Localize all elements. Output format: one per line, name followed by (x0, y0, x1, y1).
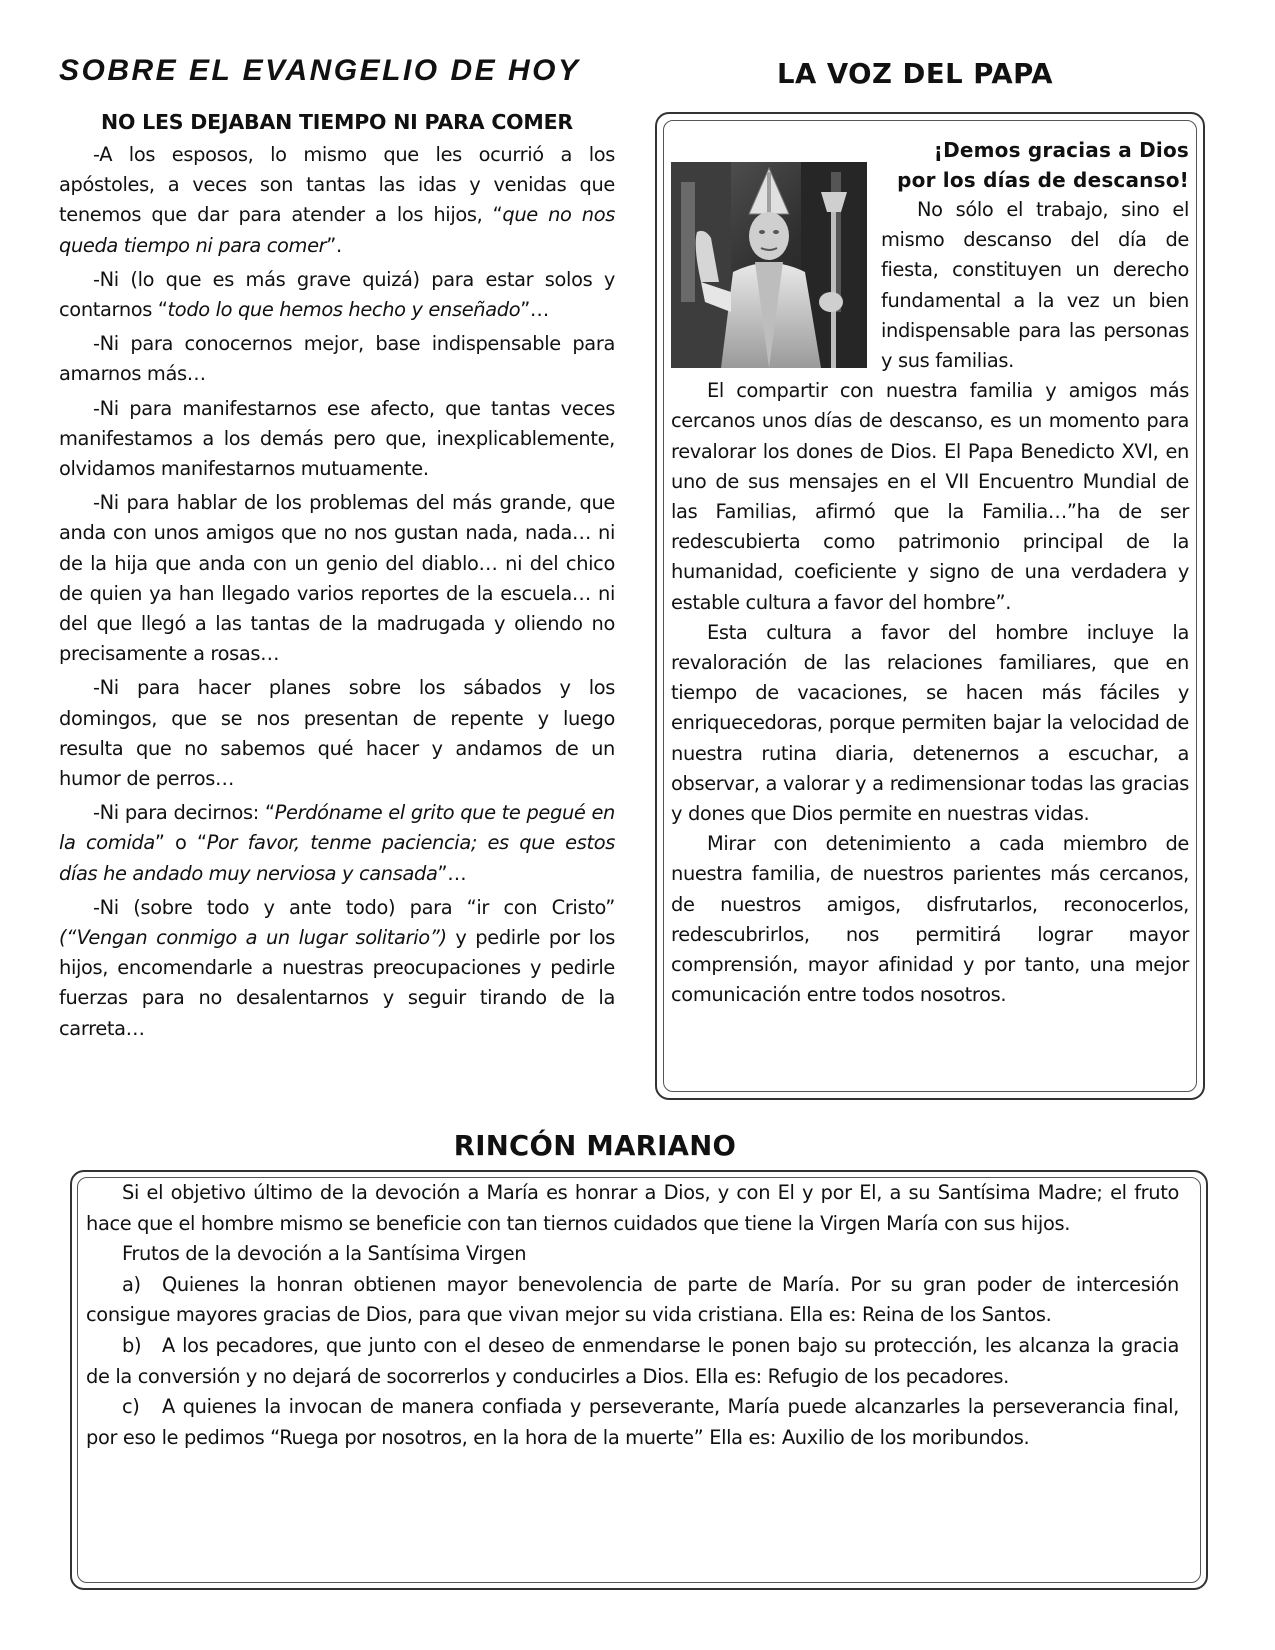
mariano-intro: Si el objetivo último de la devoción a María es honrar a Dios, y con El y por El, a su Santísima Madre; el fruto hace que el hombre mismo se beneficie con tan tiernos cuidados que tiene la Virgen María con sus hijos. (86, 1181, 1179, 1235)
papa-heading: LA VOZ DEL PAPA (776, 58, 1054, 90)
evangelio-paragraph: -Ni para manifestarnos ese afecto, que tantas veces manifestamos a los demás pero que, inexplicablemente, olvidamos manifestarnos mutuamente. (59, 396, 615, 481)
papa-paragraph: Mirar con detenimiento a cada miembro de nuestra familia, de nuestros parientes más cercanos, de nuestros amigos, disfrutarlos, reconocerlos, redescubrirlos, nos permitirá lograr mayor comprensión, mayor afinidad y por tanto, una mejor comunicación entre todos nosotros. (671, 832, 1189, 1007)
evangelio-section (59, 48, 615, 1048)
mariano-item-letter: b) (122, 1333, 142, 1357)
evangelio-paragraph: -A los esposos, lo mismo que les ocurrió a los apóstoles, a veces son tantas las idas y venidas que tenemos que dar para atender a los hijos, “que no nos queda tiempo ni para comer”. (59, 143, 616, 257)
papa-section (671, 135, 1189, 1010)
evangelio-title: SOBRE EL EVANGELIO DE HOY (59, 54, 581, 87)
pope-photo-image (671, 162, 867, 368)
mariano-item-text: Quienes la honran obtienen mayor benevolencia de parte de María. Por su gran poder de intercesión consigue mayores gracias de Dios, para que vivan mejor su vida cristiana. Ella es: Reina de los Santos. (86, 1272, 1179, 1327)
mariano-item-text: A los pecadores, que junto con el deseo de enmendarse le ponen bajo su protección, les alcanza la gracia de la conversión y no dejará de socorrerlos y conducirles a Dios. Ella es: Refugio de los pecadores. (86, 1333, 1179, 1388)
evangelio-body (59, 140, 615, 1044)
mariano-heading: RINCÓN MARIANO (453, 1130, 737, 1162)
evangelio-paragraph: -Ni para hacer planes sobre los sábados y los domingos, que se nos presentan de repente y luego resulta que no sabemos qué hacer y andamos de un humor de perros… (59, 676, 615, 791)
mariano-item-letter: c) (122, 1395, 140, 1419)
pope-photo (671, 162, 867, 368)
evangelio-paragraph: -Ni (sobre todo y ante todo) para “ir con Cristo” (“Vengan conmigo a un lugar solitario”) y pedirle por los hijos, encomendarle a nuestras preocupaciones y pedirle fuerzas para no desalentarnos y seguir tirando de la carreta… (59, 895, 615, 1040)
papa-paragraph: No sólo el trabajo, sino el mismo descanso del día de fiesta, constituyen un derecho fundamental a la vez un bien indispensable para las personas y sus familias. (881, 198, 1189, 373)
papa-title-line2: por los días de descanso! (897, 168, 1189, 192)
evangelio-paragraph: -Ni para hablar de los problemas del más grande, que anda con unos amigos que no nos gustan nada, nada… ni de la hija que anda con un genio del diablo… ni del chico de quien ya han llegado varios reportes de la escuela… ni del que llegó a las tantas de la madrugada y oliendo no precisamente a rosas… (59, 491, 615, 666)
mariano-subheading: Frutos de la devoción a la Santísima Virgen (122, 1242, 527, 1266)
evangelio-paragraph: -Ni para decirnos: “Perdóname el grito que te pegué en la comida” o “Por favor, tenme paciencia; es que estos días he andado muy nerviosa y cansada”… (59, 801, 615, 885)
evangelio-subtitle: NO LES DEJABAN TIEMPO NI PARA COMER (101, 110, 573, 134)
papa-paragraph: El compartir con nuestra familia y amigos más cercanos unos días de descanso, es un momento para revalorar los dones de Dios. El Papa Benedicto XVI, en uno de sus mensajes en el VII Encuentro Mundial de las Familias, afirmó que la Familia…”ha de ser redescubierta como patrimonio principal de la humanidad, coeficiente y signo de una verdadera y estable cultura a favor del hombre”. (671, 379, 1189, 614)
papa-paragraph: Esta cultura a favor del hombre incluye la revaloración de las relaciones familiares, que en tiempo de vacaciones, se hacen más fáciles y enriquecedoras, porque permiten bajar la velocidad de nuestra rutina diaria, detenernos a escuchar, a observar, a valorar y a redimensionar todas las gracias y dones que Dios permite en nuestras vidas. (671, 620, 1189, 826)
evangelio-paragraph: -Ni para conocernos mejor, base indispensable para amarnos más… (59, 332, 615, 386)
mariano-item (86, 1270, 1179, 1331)
mariano-item (86, 1392, 1179, 1453)
papa-title-line1: ¡Demos gracias a Dios (933, 138, 1189, 162)
mariano-item-letter: a) (122, 1272, 141, 1296)
evangelio-paragraph: -Ni (lo que es más grave quizá) para estar solos y contarnos “todo lo que hemos hecho y enseñado”… (59, 267, 615, 322)
mariano-item (86, 1331, 1179, 1392)
mariano-section (86, 1178, 1179, 1453)
mariano-item-text: A quienes la invocan de manera confiada y perseverante, María puede alcanzarles la perseverancia final, por eso le pedimos “Ruega por nosotros, en la hora de la muerte” Ella es: Auxilio de los moribundos. (86, 1395, 1179, 1449)
